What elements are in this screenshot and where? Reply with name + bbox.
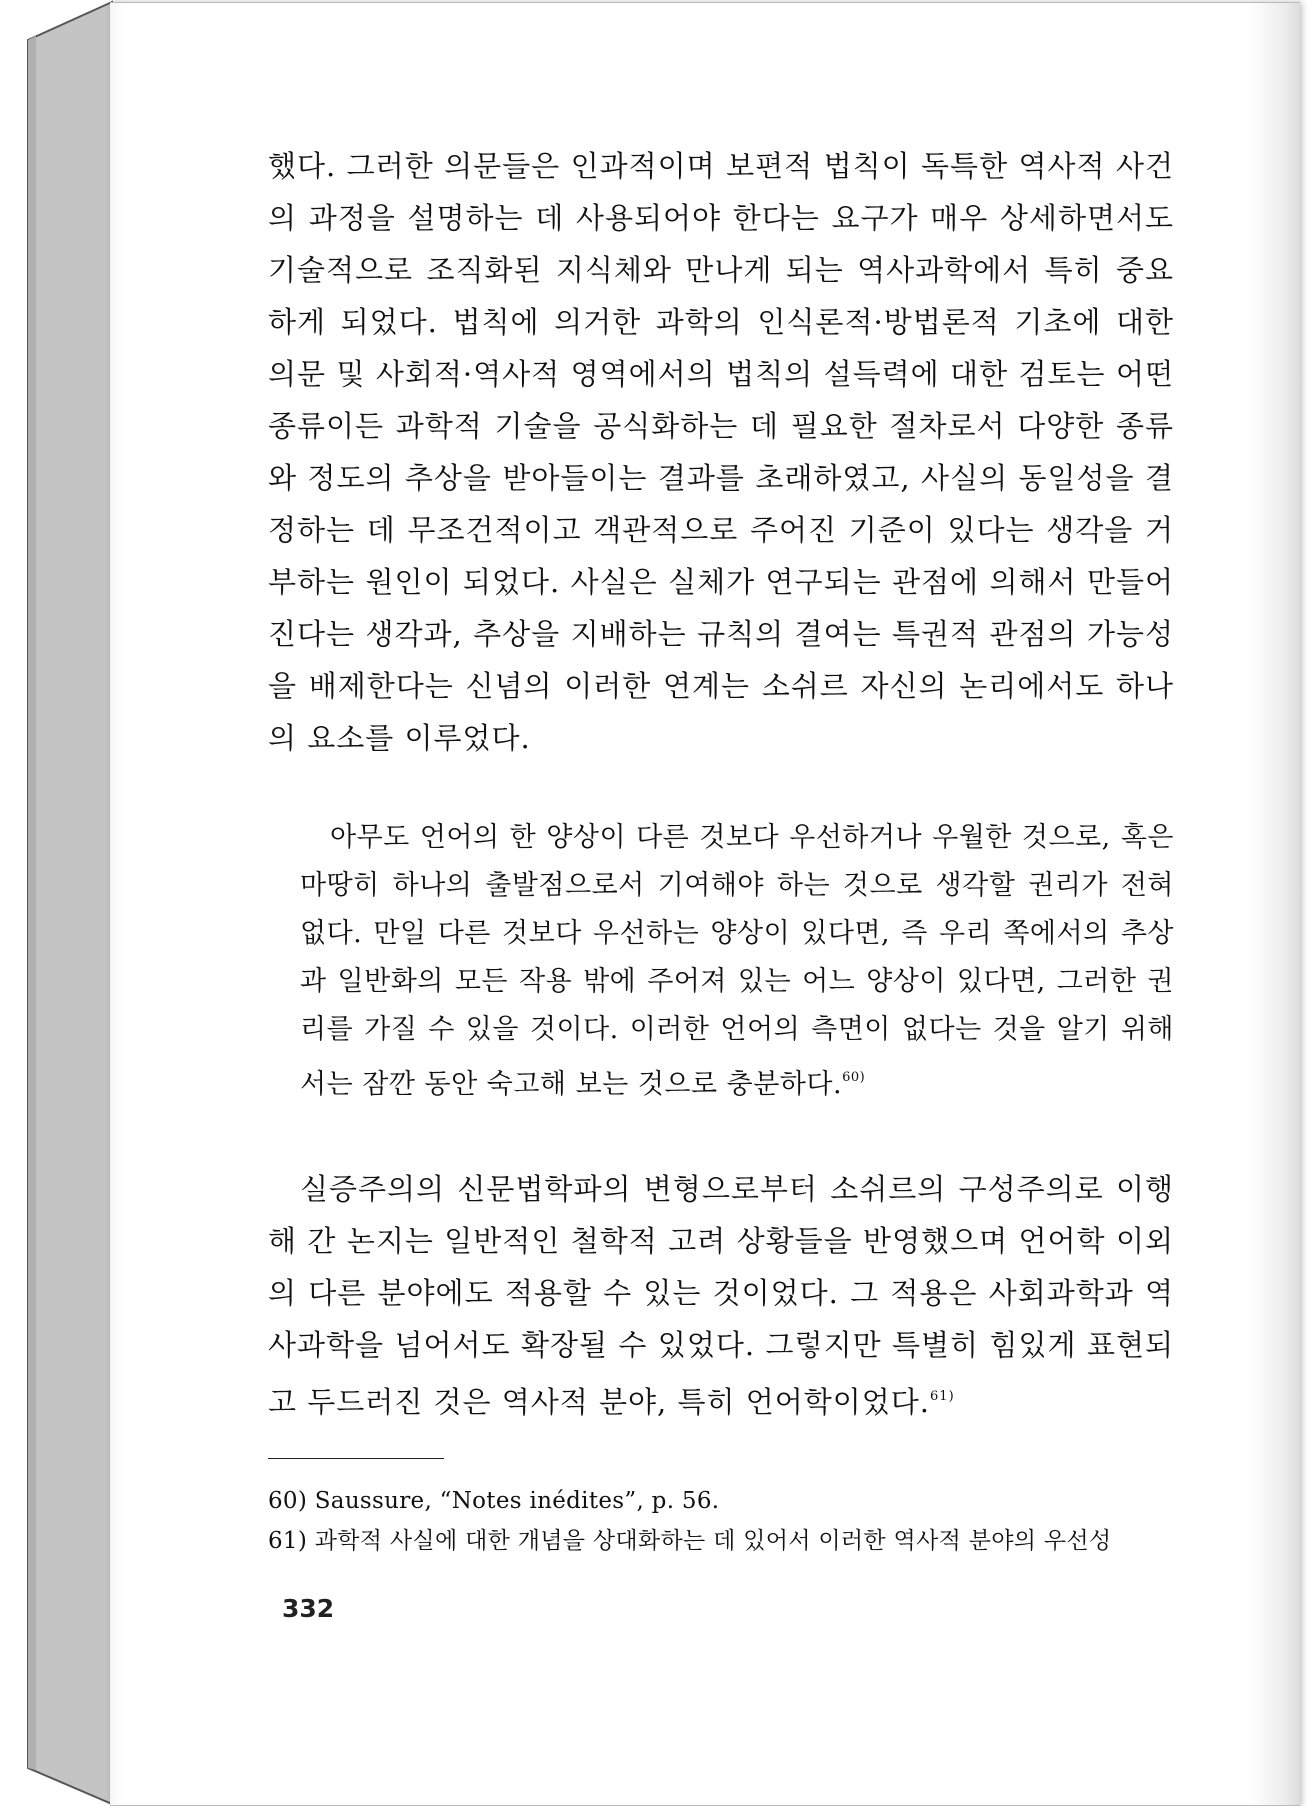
page-number: 332 — [282, 1594, 335, 1623]
body-paragraph-2 — [268, 1163, 1174, 1428]
footnote-divider — [268, 1458, 444, 1459]
body-paragraph-1: 했다. 그러한 의문들은 인과적이며 보편적 법칙이 독특한 역사적 사건의 과정을 설명하는 데 사용되어야 한다는 요구가 매우 상세하면서도 기술적으로 조직화된 지식체와 만나게 되는 역사과학에서 특히 중요하게 되었다. 법칙에 의거한 과학의 인식론적·방법론적 기초에 대한 의문 및 사회적·역사적 영역에서의 법칙의 설득력에 대한 검토는 어떤 종류이든 과학적 기술을 공식화하는 데 필요한 절차로서 다양한 종류와 정도의 추상을 받아들이는 결과를 초래하였고, 사실의 동일성을 결정하는 데 무조건적이고 객관적으로 주어진 기준이 있다는 생각을 거부하는 원인이 되었다. 사실은 실체가 연구되는 관점에 의해서 만들어진다는 생각과, 추상을 지배하는 규칙의 결여는 특권적 관점의 가능성을 배제한다는 신념의 이러한 연계는 소쉬르 자신의 논리에서도 하나의 요소를 이루었다. — [268, 149, 1174, 755]
block-quote-text: 아무도 언어의 한 양상이 다른 것보다 우선하거나 우월한 것으로, 혹은 마땅히 하나의 출발점으로서 기여해야 하는 것으로 생각할 권리가 전혀 없다. 만일 다른 것보다 우선하는 양상이 있다면, 즉 우리 쪽에서의 추상과 일반화의 모든 작용 밖에 주어져 있는 어느 양상이 있다면, 그러한 권리를 가질 수 있을 것이다. 이러한 언어의 측면이 없다는 것을 알기 위해서는 잠깐 동안 숙고해 보는 것으로 충분하다. — [300, 822, 1174, 1100]
footnote-ref-60: 60) — [842, 1070, 866, 1085]
footnote-60: 60) Saussure, “Notes inédites”, p. 56. — [268, 1488, 720, 1514]
book-spine — [0, 0, 120, 1806]
body-paragraph-2-text: 실증주의의 신문법학파의 변형으로부터 소쉬르의 구성주의로 이행해 간 논지는 일반적인 철학적 고려 상황들을 반영했으며 언어학 이외의 다른 분야에도 적용할 수 있는 것이었다. 그 적용은 사회과학과 역사과학을 넘어서도 확장될 수 있었다. 그렇지만 특별히 힘있게 표현되고 두드러진 것은 역사적 분야, 특히 언어학이었다. — [268, 1172, 1174, 1419]
block-quote — [300, 814, 1174, 1109]
footnote-ref-61: 61) — [930, 1389, 955, 1404]
footnote-61: 61) 과학적 사실에 대한 개념을 상대화하는 데 있어서 이러한 역사적 분야의 우선성 — [268, 1528, 1112, 1554]
page-content — [268, 140, 1174, 1561]
